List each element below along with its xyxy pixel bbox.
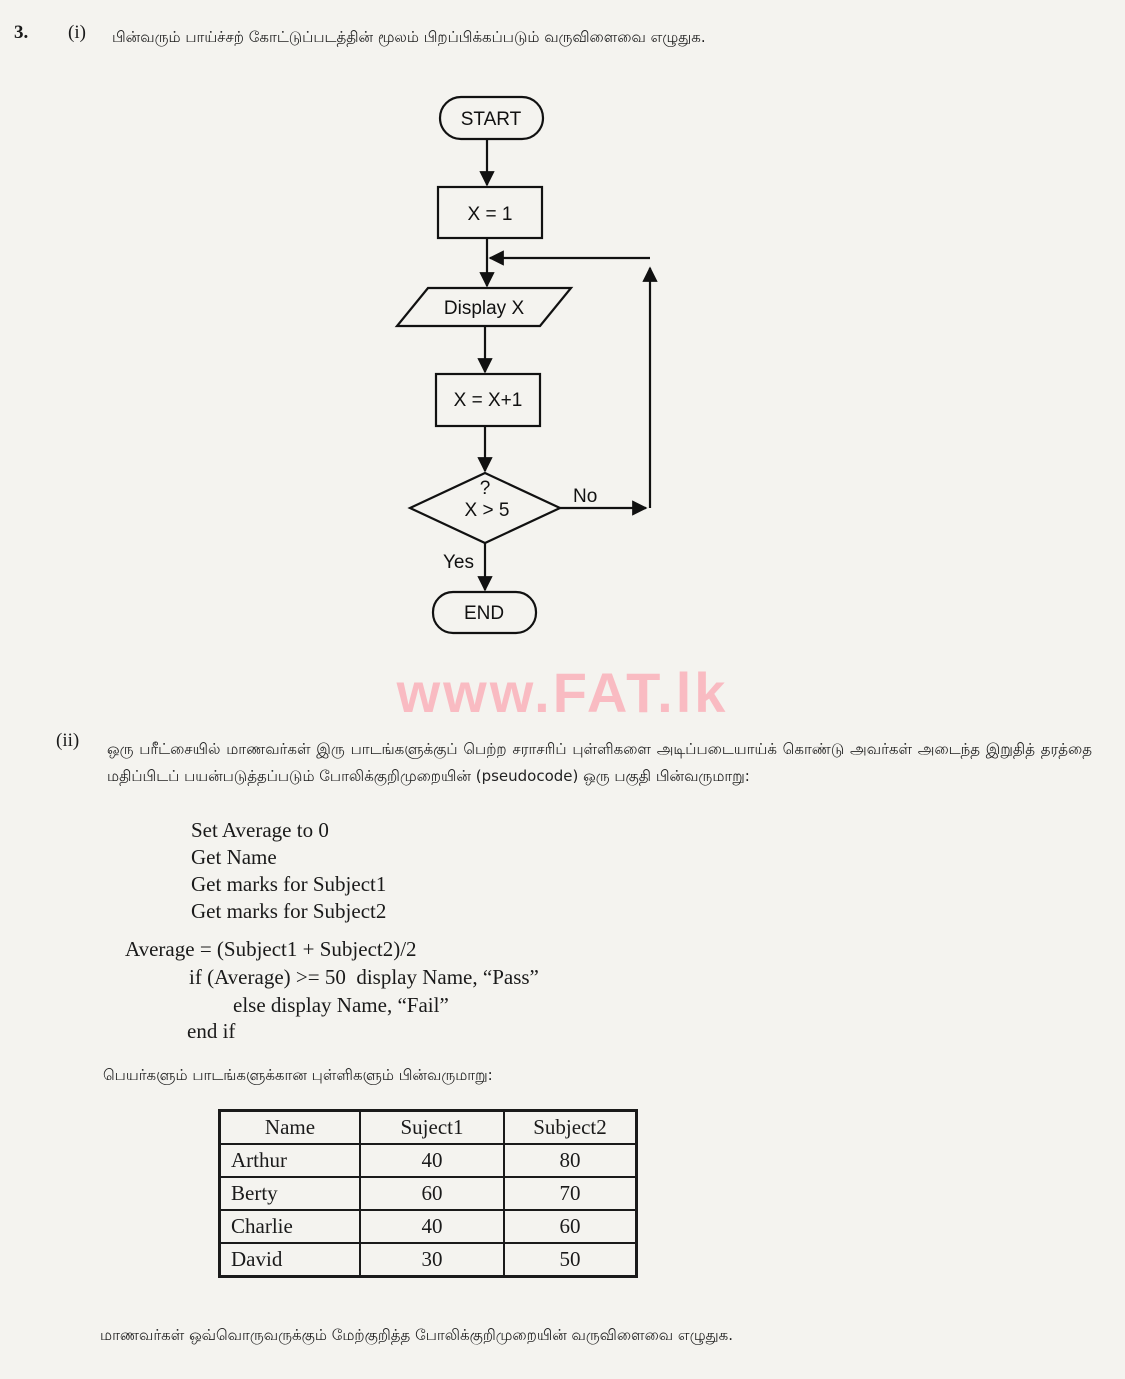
pseudocode-line: Average = (Subject1 + Subject2)/2 [125,937,417,961]
cell-name: Arthur [220,1144,361,1177]
cell-name: Charlie [220,1210,361,1243]
pseudocode-line: Get Name [191,845,277,869]
cell-name: Berty [220,1177,361,1210]
start-label: START [460,109,522,130]
cell-subject1: 40 [360,1210,504,1243]
yes-label: Yes [443,552,474,573]
pseudocode-line: Set Average to 0 [191,818,329,842]
header-subject2: Subject2 [504,1111,637,1145]
display-label: Display X [443,298,525,319]
cell-subject2: 70 [504,1177,637,1210]
watermark: www.FAT.lk [396,661,729,724]
part-ii-label: (ii) [56,730,80,751]
cell-subject1: 30 [360,1243,504,1277]
flowchart [0,0,1125,650]
init-label: X = 1 [467,204,513,225]
pseudocode-line: Get marks for Subject1 [191,872,387,896]
cell-name: David [220,1243,361,1277]
end-label: END [463,603,505,624]
cell-subject2: 80 [504,1144,637,1177]
pseudocode-line: Get marks for Subject2 [191,899,387,923]
decision-mark: ? [479,478,491,499]
part-ii-intro: ஒரு பரீட்சையில் மாணவர்கள் இரு பாடங்களுக்குப் பெற்ற சராசரிப் புள்ளிகளை அடிப்படையாய்க் கொண்டு அவர்கள் அடைந்த இறுதித் தரத்தை மதிப்பிடப் பயன்படுத்தப்படும் போலிக்குறிமுறையின் (pseudocode) ஒரு பகுதி பின்வருமாறு: [107,740,1092,785]
table-row [220,1210,637,1243]
cell-subject2: 50 [504,1243,637,1277]
pseudocode-line: if (Average) >= 50 display Name, “Pass” [189,965,539,989]
cell-subject2: 60 [504,1210,637,1243]
header-subject1: Suject1 [360,1111,504,1145]
table-row [220,1144,637,1177]
pseudocode-line: else display Name, “Fail” [233,993,449,1017]
table-row [220,1243,637,1277]
table-header-row [220,1111,637,1145]
part-i-prompt: பின்வரும் பாய்ச்சற் கோட்டுப்படத்தின் மூலம் பிறப்பிக்கப்படும் வருவிளைவை எழுதுக. [112,28,706,46]
table-row [220,1177,637,1210]
pseudocode-line: end if [187,1019,236,1043]
part-i-label: (i) [68,22,86,43]
cell-subject1: 60 [360,1177,504,1210]
increment-label: X = X+1 [453,390,523,411]
no-label: No [573,486,598,507]
cell-subject1: 40 [360,1144,504,1177]
question-number: 3. [14,22,29,43]
table-intro: பெயர்களும் பாடங்களுக்கான புள்ளிகளும் பின்வருமாறு: [103,1066,493,1084]
closing-instruction: மாணவர்கள் ஒவ்வொருவருக்கும் மேற்குறித்த போலிக்குறிமுறையின் வருவிளைவை எழுதுக. [100,1326,734,1344]
decision-label: X > 5 [464,500,510,521]
header-name: Name [220,1111,361,1145]
marks-table [218,1109,638,1278]
